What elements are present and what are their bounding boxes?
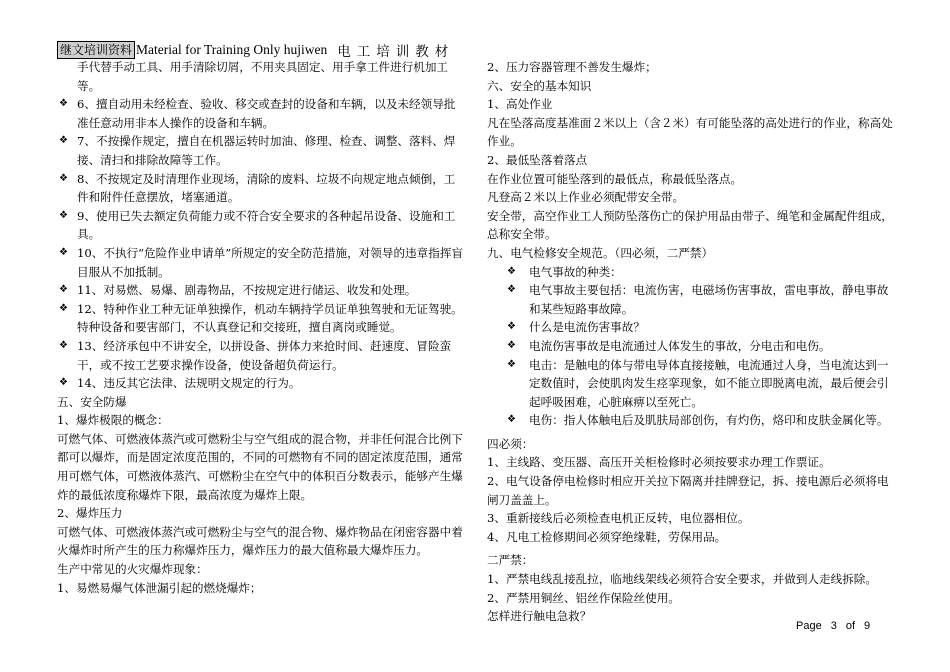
list-item: ❖ 8、不按规定及时清理作业现场，清除的废料、垃圾不向规定地点倾倒，工件和附件任意摆放，堵塞通道。: [57, 170, 465, 207]
list-item: ❖ 12、特种作业工种无证单独操作，机动车辆持学员证单独驾驶和无证驾驶。特种设备和要害部门，不认真登记和交接班，擅自离岗或睡觉。: [57, 300, 465, 337]
continued-text: 手代替手动工具、用手清除切屑，不用夹具固定、用手拿工件进行机加工等。: [77, 60, 449, 93]
header-cn-title: 电工培训教材: [337, 44, 455, 60]
paragraph: 2、压力容器管理不善发生爆炸；: [487, 60, 657, 74]
subsection-heading: 2、爆炸压力: [57, 506, 123, 521]
paragraph: 凡在坠落高度基准面２米以上（含２米）有可能坠落的高处进行的作业，称高处作业。: [487, 115, 893, 149]
header-source-label: 继文培训资料: [57, 41, 135, 59]
page-header: [57, 40, 454, 60]
paragraph: 1、主线路、变压器、高压开关柜检修时必须按要求办理工作票证。: [487, 455, 831, 470]
list-item: ❖ 电气事故主要包括：电流伤害，电磁场伤害事故，雷电事故，静电事故和某些短路事故障。: [487, 281, 895, 318]
paragraph: 2、电气设备停电检修时相应开关拉下隔离并挂牌登记，拆、接电源后必须将电闸刀盖盖上。: [487, 474, 889, 507]
bullet-icon: ❖: [507, 339, 516, 351]
section-heading: 九、电气检修安全规范。（四必须，二严禁）: [487, 245, 714, 260]
list-item: ❖ 电击：是触电的体与带电导体直接接触，电流通过人身，当电流达到一定数值时，会使肌肉发生痉挛现象，如不能立即脱离电流，最后便会引起呼吸困难，心脏麻痹以至死亡。: [487, 356, 895, 412]
paragraph: 生产中常见的火灾爆炸现象：: [57, 562, 208, 577]
bullet-icon: ❖: [59, 135, 68, 147]
bullet-icon: ❖: [59, 302, 68, 314]
paragraph: 怎样进行触电急救？: [487, 609, 592, 624]
subsection-heading: 四必须：: [487, 436, 534, 451]
bullet-icon: ❖: [507, 284, 516, 296]
paragraph: 可燃气体、可燃液体蒸汽或可燃粉尘与空气的混合物、爆炸物品在闭密容器中着火爆炸时所产生的压力称爆炸压力，爆炸压力的最大值称最大爆炸压力。: [57, 524, 463, 558]
paragraph: 安全带，高空作业工人预防坠落伤亡的保护用品由带子、绳笔和金属配件组成，总称安全带。: [487, 208, 893, 242]
subsection-heading: 1、高处作业: [487, 97, 553, 112]
page-number: 3: [830, 620, 837, 632]
bullet-icon: ❖: [507, 265, 516, 277]
paragraph: 4、凡电工检修期间必须穿绝缘鞋，劳保用品。: [487, 529, 727, 544]
list-item: ❖ 6、擅自动用未经检查、验收、移交或查封的设备和车辆，以及未经领导批准任意动用非本人操作的设备和车辆。: [57, 95, 465, 132]
of-label: of: [845, 620, 856, 632]
list-item: ❖ 什么是电流伤害事故？: [487, 318, 895, 337]
list-item: ❖ 14、违反其它法律、法规明文规定的行为。: [57, 374, 465, 393]
header-title: Material for Training Only hujiwen: [136, 42, 328, 57]
left-column: [57, 58, 465, 597]
paragraph: 在作业位置可能坠落到的最低点，称最低坠落点。: [487, 171, 743, 186]
list-item: ❖ 电伤：指人体触电后及肌肤局部创伤，有灼伤，烙印和皮肤金属化等。: [487, 411, 895, 430]
paragraph: 3、重新接线后必须检查电机正反转，电位器相位。: [487, 511, 750, 526]
page-footer: [796, 620, 870, 632]
list-item: ❖ 11、对易燃、易爆、剧毒物品，不按规定进行储运、收发和处理。: [57, 281, 465, 300]
subsection-heading: 2、最低坠落着落点: [487, 152, 588, 167]
list-item: ❖ 9、使用已失去额定负荷能力或不符合安全要求的各种起吊设备、设施和工具。: [57, 207, 465, 244]
list-item: ❖ 7、不按操作规定，擅自在机器运转时加油、修理、检查、调整、落料、焊接、清扫和排除故障等工作。: [57, 132, 465, 169]
list-item: ❖ 电流伤害事故是电流通过人体发生的事故，分电击和电伤。: [487, 337, 895, 356]
subsection-heading: 二严禁：: [487, 553, 534, 568]
bullet-icon: ❖: [59, 377, 68, 389]
section-heading: 五、安全防爆: [57, 394, 127, 409]
paragraph: 1、严禁电线乱接乱拉，临地线架线必须符合安全要求，并做到人走线拆除。: [487, 572, 877, 587]
list-item: ❖ 电气事故的种类：: [487, 263, 895, 282]
list-item: ❖ 13、经济承包中不讲安全，以拼设备、拼体力来抢时间、赶速度、冒险蛮干，或不按工艺要求操作设备，使设备超负荷运行。: [57, 337, 465, 374]
bullet-icon: ❖: [59, 284, 68, 296]
bullet-icon: ❖: [59, 209, 68, 221]
paragraph: 1、易燃易爆气体泄漏引起的燃烧爆炸；: [57, 580, 262, 595]
bullet-icon: ❖: [59, 339, 68, 351]
paragraph: 2、严禁用铜丝、铝丝作保险丝使用。: [487, 590, 680, 605]
list-item: ❖ 10、不执行“危险作业申请单”所规定的安全防范措施，对领导的违章指挥盲目服从不加抵制。: [57, 244, 465, 281]
section-heading: 六、安全的基本知识: [487, 78, 592, 93]
page-label: Page: [796, 620, 822, 632]
bullet-icon: ❖: [59, 172, 68, 184]
paragraph: 可燃气体、可燃液体蒸汽或可燃粉尘与空气组成的混合物，并非任何混合比例下都可以爆炸，而是固定浓度范围的，不同的可燃物有不同的固定浓度范围，通常用可燃气体，可燃液体蒸汽、可燃粉尘在空气中的体积百分数表示，能够产生爆炸的最低浓度称爆炸下限，最高浓度为爆炸上限。: [57, 431, 463, 502]
right-column: [487, 58, 895, 626]
paragraph: 凡登高２米以上作业必须配带安全带。: [487, 190, 685, 205]
bullet-icon: ❖: [59, 246, 68, 258]
bullet-icon: ❖: [59, 98, 68, 110]
bullet-icon: ❖: [507, 414, 516, 426]
subsection-heading: 1、爆炸极限的概念：: [57, 413, 169, 428]
page-total: 9: [864, 620, 871, 632]
bullet-icon: ❖: [507, 321, 516, 333]
bullet-icon: ❖: [507, 358, 516, 370]
